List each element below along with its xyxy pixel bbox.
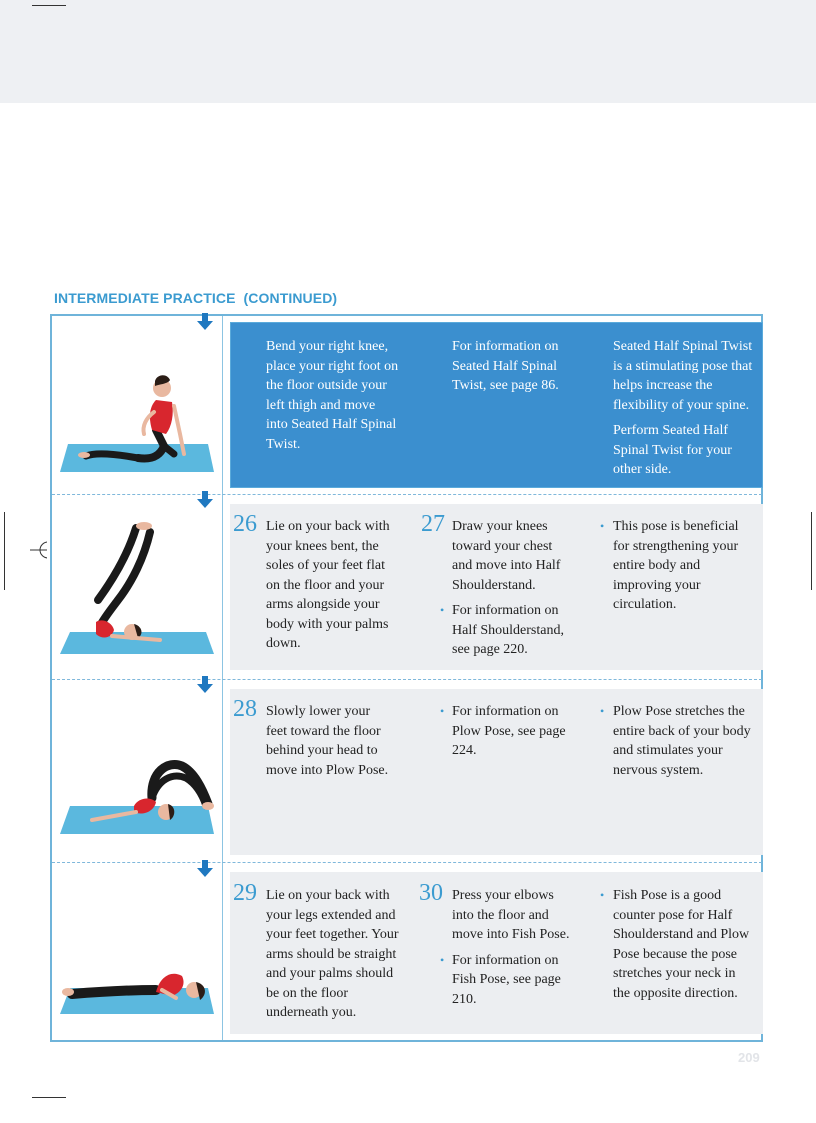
step-text: Slowly lower your feet toward the floor behind your head to move into Plow Pose. <box>266 704 389 778</box>
step-number: 29 <box>233 880 257 906</box>
bullet-icon: • <box>440 603 445 617</box>
row-text <box>452 702 570 761</box>
row-text <box>452 886 574 1009</box>
section-title-continued: (CONTINUED) <box>243 290 338 306</box>
reference-text: For information on Seated Half Spinal Twist, see page 86. <box>452 339 559 393</box>
reference-text: For information on Fish Pose, see page 210. <box>452 952 561 1007</box>
tip-text: Plow Pose stretches the entire back of your body and stimulates your nervous system. <box>613 704 751 778</box>
crop-mark <box>811 512 812 590</box>
step-text: Draw your knees toward your chest and move into Half Shoulderstand. <box>452 519 561 593</box>
step-number: 28 <box>233 696 257 722</box>
bullet-icon: • <box>600 704 605 718</box>
tip-text: Fish Pose is a good counter pose for Half Shoulderstand and Plow Pose because the pose stretches your neck in the opposite direction. <box>613 888 750 1001</box>
row-text <box>452 337 570 396</box>
bullet-icon: • <box>600 519 605 533</box>
crop-mark <box>32 5 66 6</box>
section-title-text: INTERMEDIATE PRACTICE <box>54 290 236 306</box>
reference-text: For information on Half Shoulderstand, see page 220. <box>452 603 564 657</box>
column-divider <box>222 316 223 1040</box>
row-text <box>266 702 392 780</box>
step-text: Lie on your back with your legs extended and your feet together. Your arms should be straight and your palms should be on the floor underneath you. <box>266 888 399 1020</box>
row-separator <box>52 862 762 863</box>
row-separator <box>52 494 762 495</box>
row-text <box>613 702 753 780</box>
row-text <box>266 517 396 654</box>
photo-fish-pose <box>56 880 218 1030</box>
crop-mark <box>32 1097 66 1098</box>
section-title <box>54 290 337 306</box>
row-text <box>613 886 751 1003</box>
tip-text: Seated Half Spinal Twist is a stimulating pose that helps increase the flexibility of your spine. <box>613 339 753 413</box>
top-band <box>0 0 816 103</box>
row-separator <box>52 679 762 680</box>
down-arrow-icon <box>195 859 215 879</box>
photo-plow-pose <box>56 694 218 844</box>
row-text <box>266 337 400 454</box>
page-number: 209 <box>738 1050 760 1065</box>
bullet-icon: • <box>600 888 605 902</box>
photo-half-shoulderstand <box>56 508 218 658</box>
row-text <box>613 517 748 615</box>
photo-seated-half-spinal-twist <box>56 326 218 476</box>
step-number: 27 <box>421 511 445 537</box>
bullet-icon: • <box>440 704 445 718</box>
reference-text: For information on Plow Pose, see page 224. <box>452 704 566 758</box>
step-text: Press your elbows into the floor and move into Fish Pose. <box>452 888 570 942</box>
step-text: Bend your right knee, place your right foot on the floor outside your left thigh and move into Seated Half Spinal Twist. <box>266 339 399 452</box>
step-text: Lie on your back with your knees bent, the soles of your feet flat on the floor and your arms alongside your body with your palms down. <box>266 519 390 651</box>
bullet-icon: • <box>440 953 445 967</box>
down-arrow-icon <box>195 675 215 695</box>
down-arrow-icon <box>195 490 215 510</box>
crop-mark <box>4 512 5 590</box>
row-text <box>452 517 570 660</box>
tip-text: Perform Seated Half Spinal Twist for your other side. <box>613 423 732 477</box>
row-text <box>613 337 753 480</box>
step-number: 26 <box>233 511 257 537</box>
tip-text: This pose is beneficial for strengthening your entire body and improving your circulation. <box>613 519 739 612</box>
step-number: 30 <box>419 880 443 906</box>
row-text <box>266 886 400 1023</box>
